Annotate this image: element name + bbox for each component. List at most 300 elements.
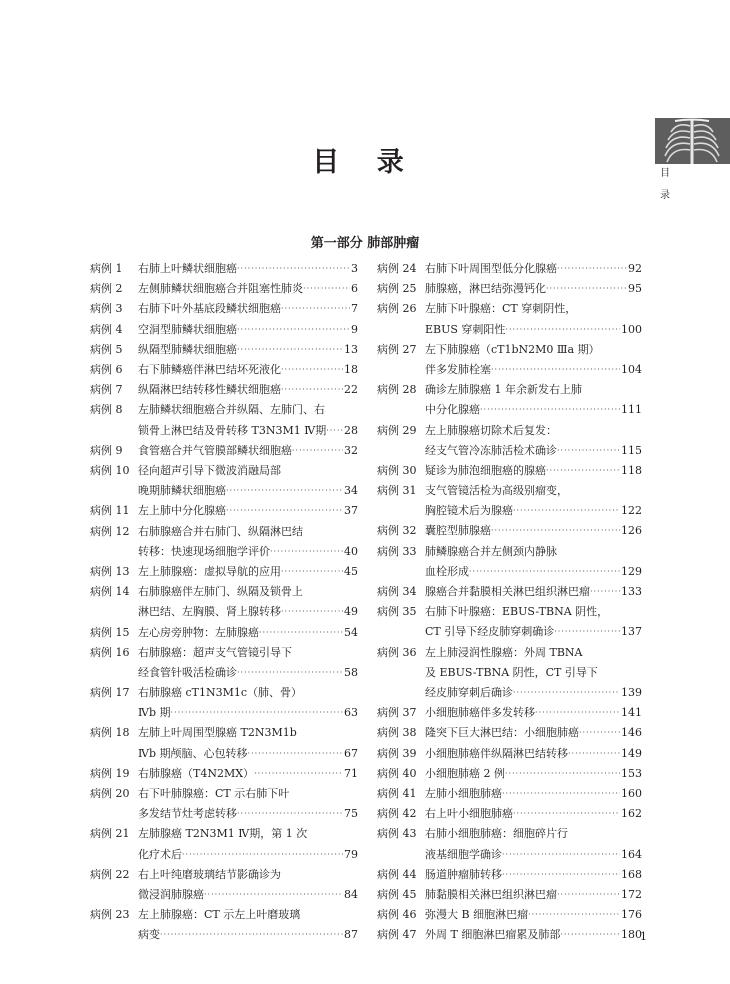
toc-entry — [377, 481, 642, 521]
entry-line — [138, 320, 358, 340]
entry-line — [138, 602, 358, 622]
case-number: 病例 42 — [377, 807, 417, 821]
entry-line — [138, 683, 358, 703]
entry-title: Ⅳb 期颅脑、心包转移 — [138, 746, 248, 760]
case-number: 病例 44 — [377, 867, 417, 881]
case-number: 病例 5 — [90, 342, 123, 356]
page-ref: 172 — [621, 888, 642, 901]
entry-line — [138, 461, 358, 481]
toc-entry — [90, 279, 358, 299]
entry-title: 腺癌合并黏膜相关淋巴组织淋巴瘤 — [425, 585, 590, 599]
entry-title: 弥漫大 B 细胞淋巴瘤 — [425, 908, 529, 922]
case-number: 病例 30 — [377, 463, 417, 477]
dot-leader — [513, 804, 620, 824]
entry-line — [138, 279, 358, 299]
entry-title: 右肺下叶周围型低分化腺癌 — [425, 262, 557, 275]
toc-entry — [377, 905, 642, 925]
entry-line — [425, 259, 642, 279]
dot-leader — [502, 845, 620, 865]
page-ref: 67 — [344, 746, 358, 760]
dot-leader — [248, 744, 343, 764]
entry-title: 左下肺腺癌（cT1bN2M0 Ⅲa 期） — [425, 342, 600, 356]
case-number: 病例 10 — [90, 464, 130, 477]
case-number: 病例 23 — [90, 908, 130, 922]
dot-leader — [491, 360, 620, 380]
toc-entry — [90, 582, 358, 622]
entry-line — [425, 824, 642, 844]
entry-line — [138, 744, 358, 764]
page-ref: 95 — [628, 282, 642, 296]
entry-title: 右肺腺癌合并右肺门、纵隔淋巴结 — [138, 524, 303, 538]
entry-line — [425, 744, 642, 764]
case-number: 病例 19 — [90, 766, 130, 780]
case-number: 病例 2 — [90, 282, 123, 296]
page-ref: 129 — [621, 564, 642, 578]
case-number: 病例 35 — [377, 605, 417, 619]
entry-title: 经皮肺穿刺后确诊 — [425, 686, 513, 700]
toc-entry — [377, 542, 642, 582]
entry-line — [138, 481, 358, 501]
toc-entry — [377, 259, 642, 279]
page-ref: 164 — [621, 847, 642, 861]
entry-line — [425, 380, 642, 400]
entry-title: 疑诊为肺泡细胞癌的腺癌 — [425, 463, 546, 477]
page-ref: 37 — [344, 504, 358, 518]
case-number: 病例 17 — [90, 686, 130, 700]
entry-title: CT 引导下经皮肺穿刺确诊 — [425, 625, 555, 639]
page-ref: 40 — [344, 544, 358, 558]
toc-entry — [377, 744, 642, 764]
toc-entry — [90, 905, 358, 945]
toc-entry — [90, 259, 358, 279]
dot-leader — [226, 481, 343, 501]
toc-entry — [377, 925, 642, 945]
entry-line — [138, 582, 358, 602]
entry-line — [425, 542, 642, 562]
entry-line — [138, 845, 358, 865]
case-number: 病例 39 — [377, 746, 417, 760]
page-ref: 111 — [621, 403, 642, 417]
page-ref: 32 — [344, 443, 358, 457]
entry-line — [425, 764, 642, 784]
page-ref: 28 — [344, 423, 358, 437]
entry-line — [425, 279, 642, 299]
entry-title: 右肺腺癌：超声支气管镜引导下 — [138, 645, 292, 659]
entry-title: 小细胞肺癌伴多发转移 — [425, 706, 535, 720]
entry-line — [425, 804, 642, 824]
case-number: 病例 27 — [377, 342, 417, 356]
dot-leader — [590, 582, 620, 602]
case-number: 病例 15 — [90, 625, 130, 639]
entry-line — [425, 683, 642, 703]
entry-line — [138, 865, 358, 885]
entry-title: 中分化腺癌 — [425, 403, 480, 417]
toc-entry — [377, 380, 642, 420]
entry-title: 右肺腺癌 cT1N3M1c（肺、骨） — [138, 686, 303, 700]
case-number: 病例 34 — [377, 585, 417, 599]
toc-entry — [377, 804, 642, 824]
page-number: 1 — [640, 930, 647, 943]
page-ref: 133 — [621, 585, 642, 599]
entry-title: 径向超声引导下微波消融局部 — [138, 464, 281, 477]
toc-entry — [90, 623, 358, 643]
dot-leader — [303, 279, 350, 299]
toc-entry — [377, 643, 642, 704]
entry-title: 右肺下叶外基底段鳞状细胞癌 — [138, 302, 281, 316]
toc-entry — [90, 501, 358, 521]
entry-line — [425, 885, 642, 905]
dot-leader — [281, 299, 350, 319]
entry-title: 右肺下叶腺癌：EBUS-TBNA 阴性， — [425, 605, 609, 619]
entry-line — [425, 360, 642, 380]
entry-line — [425, 400, 642, 420]
entry-line — [138, 441, 358, 461]
dot-leader — [560, 925, 620, 945]
case-number: 病例 9 — [90, 443, 123, 457]
dot-leader — [281, 602, 343, 622]
toc-entry — [90, 340, 358, 360]
entry-line — [138, 703, 358, 723]
entry-line — [138, 501, 358, 521]
dot-leader — [237, 804, 343, 824]
toc-entry — [377, 461, 642, 481]
page-title: 目 录 — [312, 147, 418, 178]
toc-entry — [90, 320, 358, 340]
page-ref: 49 — [344, 605, 358, 619]
case-number: 病例 29 — [377, 423, 417, 437]
side-tab-char: 目 — [660, 168, 670, 179]
entry-title: 左肺鳞状细胞癌合并纵隔、左肺门、右 — [138, 403, 325, 417]
entry-title: 右肺腺癌伴左肺门、纵隔及锁骨上 — [138, 585, 303, 599]
page-ref: 84 — [344, 888, 358, 901]
entry-title: 空洞型肺鳞状细胞癌 — [138, 322, 237, 336]
entry-line — [425, 501, 642, 521]
entry-line — [138, 400, 358, 420]
side-tab-char: 录 — [660, 190, 670, 201]
entry-line — [425, 582, 642, 602]
case-number: 病例 7 — [90, 383, 123, 397]
entry-title: 左心房旁肿物：左肺腺癌 — [138, 625, 259, 639]
toc-entry — [90, 441, 358, 461]
entry-title: 肺黏膜相关淋巴组织淋巴瘤 — [425, 888, 557, 901]
page-ref: 34 — [344, 484, 358, 498]
page-ref: 6 — [351, 282, 358, 296]
dot-leader — [491, 521, 620, 541]
case-number: 病例 22 — [90, 867, 130, 881]
entry-title: 化疗术后 — [138, 847, 182, 861]
dot-leader — [480, 400, 620, 420]
entry-title: 经食管针吸活检确诊 — [138, 665, 237, 679]
entry-line — [425, 865, 642, 885]
entry-title: 微浸润肺腺癌 — [138, 888, 204, 901]
dot-leader — [254, 764, 343, 784]
dot-leader — [579, 723, 620, 743]
case-number: 病例 20 — [90, 787, 130, 801]
case-number: 病例 28 — [377, 383, 417, 397]
page-ref: 141 — [621, 706, 642, 720]
case-number: 病例 41 — [377, 787, 417, 801]
entry-line — [138, 522, 358, 542]
page-ref: 180 — [621, 928, 642, 942]
case-number: 病例 37 — [377, 706, 417, 720]
entry-line — [425, 663, 642, 683]
case-number: 病例 32 — [377, 524, 417, 538]
case-number: 病例 25 — [377, 282, 417, 296]
page-ref: 63 — [344, 706, 358, 720]
dot-leader — [557, 885, 620, 905]
page-ref: 9 — [351, 322, 358, 336]
case-number: 病例 8 — [90, 403, 123, 417]
entry-title: 隆突下巨大淋巴结：小细胞肺癌 — [425, 726, 579, 740]
case-number: 病例 47 — [377, 928, 417, 942]
page-ref: 149 — [621, 746, 642, 760]
entry-line — [138, 259, 358, 279]
dot-leader — [528, 905, 620, 925]
entry-title: 锁骨上淋巴结及骨转移 T3N3M1 Ⅳ期 — [138, 423, 327, 437]
dot-leader — [546, 461, 620, 481]
case-number: 病例 45 — [377, 888, 417, 901]
entry-title: 左上肺腺癌：CT 示左上叶磨玻璃 — [138, 908, 301, 922]
entry-title: 左上肺腺癌：虚拟导航的应用 — [138, 564, 281, 578]
dot-leader — [326, 421, 343, 441]
toc-entry — [377, 824, 642, 864]
part-heading: 第一部分 肺部肿瘤 — [310, 236, 420, 251]
entry-line — [138, 824, 358, 844]
entry-line — [138, 380, 358, 400]
entry-line — [425, 925, 642, 945]
toc-entry — [377, 521, 642, 541]
case-number: 病例 12 — [90, 524, 130, 538]
page-ref: 146 — [621, 726, 642, 740]
dot-leader — [557, 259, 627, 279]
entry-title: 小细胞肺癌伴纵隔淋巴结转移 — [425, 746, 568, 760]
toc-entry — [377, 865, 642, 885]
entry-title: 左肺上叶周围型腺癌 T2N3M1b — [138, 726, 297, 740]
entry-line — [425, 905, 642, 925]
entry-title: 支气管镜活检为高级别瘤变， — [425, 484, 568, 498]
case-number: 病例 3 — [90, 302, 123, 316]
entry-line — [138, 905, 358, 925]
dot-leader — [568, 744, 620, 764]
page-ref: 75 — [344, 807, 358, 821]
page-ref: 162 — [621, 807, 642, 821]
toc-entry — [90, 400, 358, 440]
case-number: 病例 38 — [377, 726, 417, 740]
entry-line — [138, 542, 358, 562]
dot-leader — [171, 703, 343, 723]
dot-leader — [281, 380, 343, 400]
page-ref: 139 — [621, 686, 642, 700]
toc-entry — [377, 764, 642, 784]
page-ref: 18 — [344, 363, 358, 377]
dot-leader — [237, 320, 350, 340]
toc-entry — [90, 764, 358, 784]
entry-line — [138, 885, 358, 905]
entry-title: 伴多发肺栓塞 — [425, 362, 491, 376]
page-ref: 92 — [628, 262, 642, 275]
case-number: 病例 33 — [377, 544, 417, 558]
toc-entry — [90, 562, 358, 582]
page-ref: 13 — [344, 342, 358, 356]
toc-entry — [90, 723, 358, 763]
entry-line — [138, 360, 358, 380]
dot-leader — [160, 925, 343, 945]
entry-title: 左肺小细胞肺癌 — [425, 787, 502, 801]
case-number: 病例 36 — [377, 645, 417, 659]
ribcage-icon — [655, 118, 730, 164]
case-number: 病例 24 — [377, 262, 417, 275]
toc-entry — [90, 461, 358, 501]
dot-leader — [505, 764, 620, 784]
dot-leader — [259, 623, 343, 643]
page-ref: 7 — [351, 302, 358, 316]
entry-line — [425, 845, 642, 865]
entry-title: 右肺腺癌（T4N2MX） — [138, 766, 255, 780]
page-ref: 122 — [621, 504, 642, 518]
page-ref: 137 — [621, 625, 642, 639]
dot-leader — [535, 703, 620, 723]
toc-entry — [90, 380, 358, 400]
dot-leader — [505, 320, 620, 340]
entry-title: 肠道肿瘤肺转移 — [425, 867, 502, 881]
page-ref: 168 — [621, 867, 642, 881]
dot-leader — [182, 845, 343, 865]
entry-title: 病变 — [138, 928, 160, 942]
entry-line — [425, 602, 642, 622]
dot-leader — [204, 885, 343, 905]
entry-title: 纵隔型肺鳞状细胞癌 — [138, 342, 237, 356]
entry-line — [425, 622, 642, 642]
entry-title: 左上肺中分化腺癌 — [138, 504, 226, 518]
entry-title: 右肺小细胞肺癌：细胞碎片行 — [425, 827, 568, 841]
case-number: 病例 6 — [90, 363, 123, 377]
toc-entry — [377, 885, 642, 905]
toc-entry — [90, 683, 358, 723]
toc-entry — [90, 784, 358, 824]
case-number: 病例 21 — [90, 827, 130, 841]
case-number: 病例 31 — [377, 484, 417, 498]
entry-title: 囊腔型肺腺癌 — [425, 524, 491, 538]
entry-title: 淋巴结、左胸膜、肾上腺转移 — [138, 605, 281, 619]
page-ref: 54 — [344, 625, 358, 639]
case-number: 病例 40 — [377, 766, 417, 780]
entry-title: 左肺下叶腺癌：CT 穿刺阴性， — [425, 302, 577, 316]
entry-title: Ⅳb 期 — [138, 706, 171, 720]
toc-entry — [377, 703, 642, 723]
entry-line — [138, 784, 358, 804]
entry-title: 经支气管冷冻肺活检术确诊 — [425, 443, 557, 457]
entry-line — [425, 643, 642, 663]
dot-leader — [270, 542, 343, 562]
toc-entry — [90, 360, 358, 380]
dot-leader — [281, 360, 343, 380]
entry-title: 外周 T 细胞淋巴瘤累及肺部 — [425, 928, 561, 942]
entry-title: 肺腺癌，淋巴结弥漫钙化 — [425, 282, 546, 296]
dot-leader — [557, 441, 620, 461]
entry-title: 右下肺鳞癌伴淋巴结坏死液化 — [138, 363, 281, 377]
entry-line — [138, 663, 358, 683]
dot-leader — [237, 340, 343, 360]
entry-title: 晚期肺鳞状细胞癌 — [138, 484, 226, 498]
entry-line — [425, 481, 642, 501]
entry-title: 左上肺浸润性腺癌：外周 TBNA — [425, 645, 583, 659]
entry-title: 纵隔淋巴结转移性鳞状细胞癌 — [138, 383, 281, 397]
page-ref: 160 — [621, 787, 642, 801]
page-ref: 118 — [621, 463, 642, 477]
case-number: 病例 4 — [90, 322, 123, 336]
dot-leader — [237, 663, 343, 683]
dot-leader — [513, 501, 620, 521]
page-ref: 22 — [344, 383, 358, 397]
toc-entry — [377, 602, 642, 642]
entry-title: 肺鳞腺癌合并左侧颈内静脉 — [425, 544, 557, 558]
entry-title: 血栓形成 — [425, 564, 469, 578]
entry-line — [138, 421, 358, 441]
entry-line — [425, 421, 642, 441]
toc-entry — [377, 582, 642, 602]
page-ref: 100 — [621, 322, 642, 336]
toc-entry — [377, 723, 642, 743]
entry-title: 及 EBUS-TBNA 阴性，CT 引导下 — [425, 665, 598, 679]
page-ref: 71 — [344, 766, 358, 780]
case-number: 病例 11 — [90, 504, 130, 518]
entry-line — [425, 461, 642, 481]
ribcage-thumbnail — [655, 118, 730, 164]
case-number: 病例 13 — [90, 564, 130, 578]
case-number: 病例 43 — [377, 827, 417, 841]
entry-line — [138, 804, 358, 824]
entry-title: 液基细胞学确诊 — [425, 847, 502, 861]
page-ref: 153 — [621, 766, 642, 780]
entry-line — [425, 340, 642, 360]
entry-line — [425, 703, 642, 723]
dot-leader — [226, 501, 343, 521]
dot-leader — [502, 865, 620, 885]
page-ref: 87 — [344, 928, 358, 942]
entry-line — [425, 521, 642, 541]
entry-title: 右肺上叶鳞状细胞癌 — [138, 262, 237, 275]
entry-title: 右上叶小细胞肺癌 — [425, 807, 513, 821]
entry-title: 右下叶肺腺癌：CT 示右肺下叶 — [138, 787, 290, 801]
entry-line — [425, 441, 642, 461]
page-ref: 176 — [621, 908, 642, 922]
entry-title: 左上肺腺癌切除术后复发： — [425, 423, 557, 437]
case-number: 病例 46 — [377, 908, 417, 922]
page-ref: 79 — [344, 847, 358, 861]
entry-line — [425, 320, 642, 340]
case-number: 病例 1 — [90, 262, 123, 275]
entry-title: 左肺腺癌 T2N3M1 Ⅳ期，第 1 次 — [138, 827, 308, 841]
case-number: 病例 18 — [90, 726, 130, 740]
toc-entry — [90, 299, 358, 319]
page-ref: 3 — [351, 262, 358, 275]
page-ref: 45 — [344, 564, 358, 578]
entry-line — [138, 764, 358, 784]
dot-leader — [292, 441, 343, 461]
page-ref: 104 — [621, 362, 642, 376]
toc-entry — [90, 824, 358, 864]
entry-line — [138, 340, 358, 360]
dot-leader — [502, 784, 620, 804]
dot-leader — [237, 259, 350, 279]
entry-title: 左侧肺鳞状细胞癌合并阻塞性肺炎 — [138, 282, 303, 296]
dot-leader — [469, 562, 620, 582]
case-number: 病例 16 — [90, 645, 130, 659]
dot-leader — [546, 279, 627, 299]
entry-line — [138, 643, 358, 663]
entry-title: 胸腔镜术后为腺癌 — [425, 504, 513, 518]
entry-line — [425, 784, 642, 804]
